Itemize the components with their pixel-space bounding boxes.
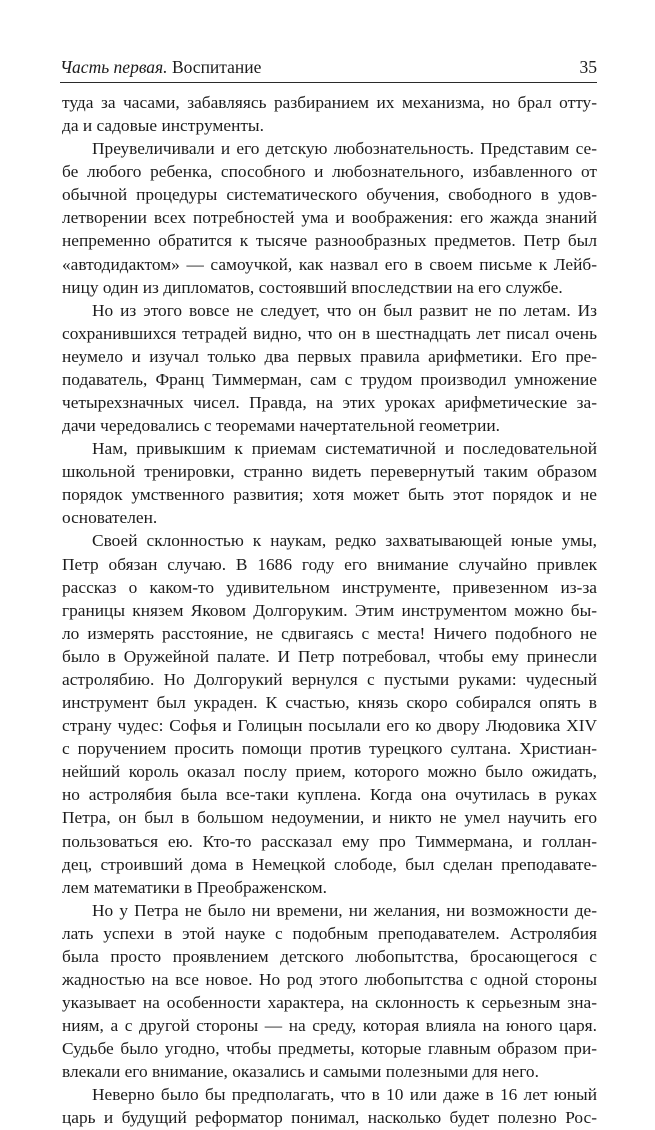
text-line: подаватель, Франц Тиммерман, сам с трудом производил умножение [62, 369, 597, 389]
text-line: туда за часами, забавляясь разбиранием их механизма, но брал отту- [62, 93, 597, 112]
text-line: лать успехи в этой науке с подобным преподавателем. Астролябия [62, 923, 597, 943]
text-line: Преувеличивали и его детскую любознательность. Представим се- [92, 139, 597, 159]
paragraph [62, 899, 597, 1084]
text-line: Неверно было бы предполагать, что в 10 или даже в 16 лет юный [92, 1085, 597, 1105]
text-line: дачи чередовались с теоремами начертательной геометрии. [62, 416, 500, 436]
text-line: страну чудес: Софья и Голицын посылали его ко двору Людовика XIV [62, 716, 597, 736]
text-line: влекали его внимание, оказались и самыми полезными для него. [62, 1062, 539, 1082]
page-number: 35 [579, 57, 597, 77]
text-line: пользоваться ею. Кто-то рассказал ему про Тиммермана, и голлан- [62, 831, 597, 851]
text-line: жадностью на все новое. Но род этого любопытства с одной стороны [62, 969, 597, 989]
text-line: астролябию. Но Долгорукий вернулся с пустыми руками: чудесный [62, 669, 597, 689]
text-line: дец, строивший дома в Немецкой слободе, был сделан преподавате- [62, 854, 597, 874]
text-line: рассказ о каком-то удивительном инструменте, привезенном из-за [62, 577, 597, 597]
text-line: с поручением просить помощи против турецкого султана. Христиан- [62, 739, 597, 759]
text-line: бе любого ребенка, способного и любознательного, избавленного от [62, 162, 597, 182]
text-line: Но у Петра не было ни времени, ни желания, ни возможности де- [92, 900, 597, 920]
paragraph [62, 437, 597, 529]
text-line: Судьбе было угодно, чтобы предметы, которые главным образом при- [62, 1039, 597, 1059]
paragraph [62, 91, 597, 137]
text-line: обычной процедуры систематического обучения, свободного в удов- [62, 185, 597, 205]
text-line: инструмент был украден. К счастью, князь скоро собирался опять в [62, 693, 597, 713]
text-line: «автодидактом» — самоучкой, как назвал его в своем письме к Лейб- [62, 254, 597, 274]
text-line: Нам, привыкшим к приемам систематичной и последовательной [92, 439, 597, 459]
text-line: было в Оружейной палате. И Петр потребовал, чтобы ему принесли [62, 646, 597, 666]
text-line: Петра, он был в большом недоумении, и никто не умел научить его [62, 808, 597, 828]
text-line: четырехзначных чисел. Правда, на этих уроках арифметические за- [62, 393, 597, 413]
text-line: Но из этого вовсе не следует, что он был развит не по летам. Из [92, 300, 597, 320]
text-line: была просто проявлением детского любопытства, бросающегося с [62, 946, 597, 966]
text-line: Петр обязан случаю. В 1686 году его внимание случайно привлек [62, 554, 597, 574]
text-line: летворении всех потребностей ума и воображения: его жажда знаний [62, 208, 597, 228]
text-line: неумело и изучал только два первых правила арифметики. Его пре- [62, 346, 597, 366]
body-text [62, 91, 597, 1130]
text-line: сохранившихся тетрадей видно, что он в шестнадцать лет писал очень [62, 323, 597, 343]
section-title [60, 56, 261, 78]
text-line: границы князем Яковом Долгоруким. Этим инструментом можно бы- [62, 600, 597, 620]
part-label: Часть первая. [60, 57, 168, 77]
text-line: царь и будущий реформатор понимал, насколько будет полезно Рос- [62, 1108, 597, 1128]
paragraph [62, 1083, 597, 1129]
paragraph [62, 529, 597, 898]
text-line: ницу один из дипломатов, состоявший впоследствии на его службе. [62, 277, 563, 297]
text-line: порядок умственного развития; хотя может быть этот порядок и не [62, 485, 597, 505]
text-line: ниям, а с другой стороны — на среду, которая влияла на юного царя. [62, 1016, 597, 1036]
running-header [60, 56, 597, 83]
text-line: школьной тренировки, странно видеть перевернутый таким образом [62, 462, 597, 482]
text-line: нейший король оказал послу прием, которого можно было ожидать, [62, 762, 597, 782]
text-line: да и садовые инструменты. [62, 116, 264, 136]
text-line: Своей склонностью к наукам, редко захватывающей юные умы, [92, 531, 597, 551]
text-line: но астролябия была все-таки куплена. Когда она очутилась в руках [62, 785, 597, 805]
text-line: указывает на особенности характера, на склонность к серьезным зна- [62, 993, 597, 1013]
paragraph [62, 299, 597, 437]
chapter-label: Воспитание [171, 57, 262, 77]
text-line: ло измерять расстояние, не сдвигаясь с места! Ничего подобного не [62, 623, 597, 643]
text-line: лем математики в Преображенском. [62, 877, 327, 897]
text-line: основателен. [62, 508, 158, 528]
paragraph [62, 137, 597, 299]
text-line: непременно обратится к тысяче разнообразных предметов. Петр был [62, 231, 597, 251]
